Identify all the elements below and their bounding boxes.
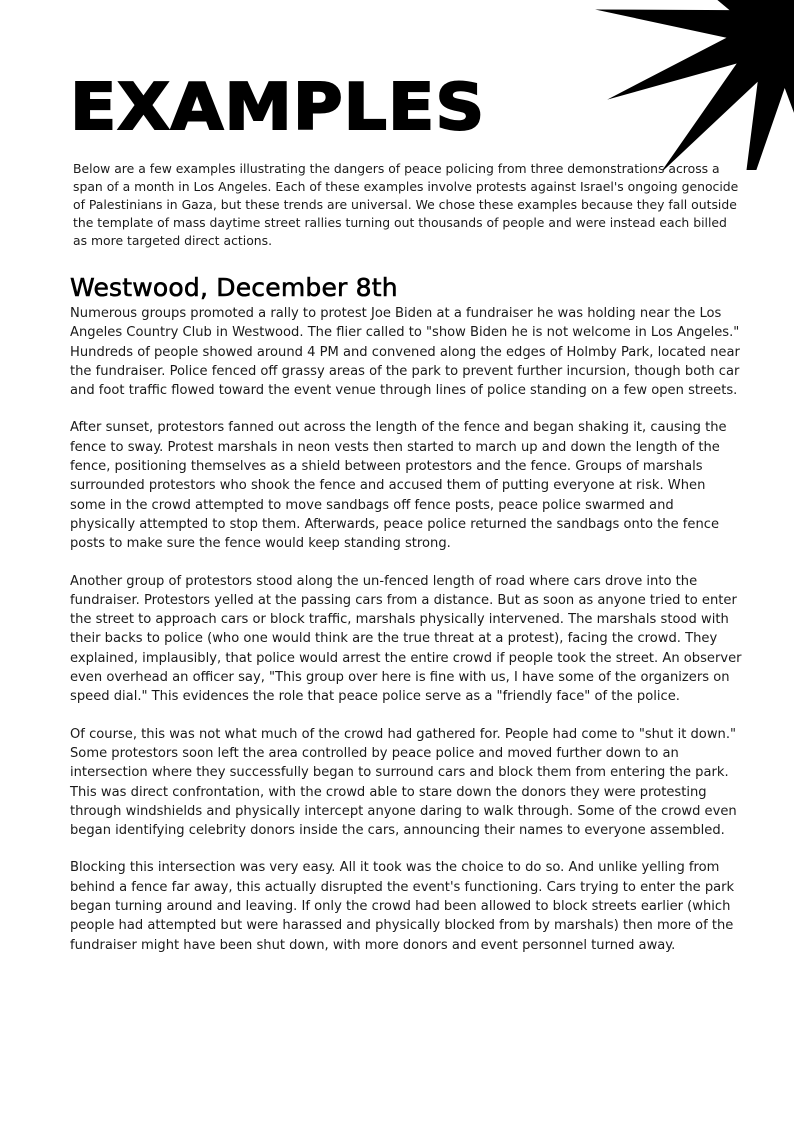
paragraph: After sunset, protestors fanned out across the length of the fence and began shaking it, causing the fence to sway. Protest marshals in neon vests then started to march up and down the length of the fence, positioning themselves as a shield between protestors and the fence. Groups of marshals surrounded protestors who shook the fence and accused them of putting everyone at risk. When some in the crowd attempted to move sandbags off fence posts, peace police swarmed and physically attempted to stop them. Afterwards, peace police returned the sandbags onto the fence posts to make sure the fence would keep standing strong.	[70, 420, 727, 552]
section-heading: Westwood, December 8th	[70, 273, 398, 302]
paragraph: Another group of protestors stood along the un-fenced length of road where cars drove into the fundraiser. Protestors yelled at the passing cars from a distance. But as soon as anyone tried to enter the street to approach cars or block traffic, marshals physically intervened. The marshals stood with their backs to police (who one would think are the true threat at a protest), facing the crowd. They explained, implausibly, that police would arrest the entire crowd if people took the street. An observer even overhead an officer say, "This group over here is fine with us, I have some of the organizers on speed dial." This evidences the role that peace police serve as a "friendly face" of the police.	[70, 573, 742, 705]
paragraph: Blocking this intersection was very easy. All it took was the choice to do so. And unlike yelling from behind a fence far away, this actually disrupted the event's functioning. Cars trying to enter the park began turning around and leaving. If only the crowd had been allowed to block streets earlier (which people had attempted but were harassed and physically blocked from by marshals) then more of the fundraiser might have been shut down, with more donors and event personnel turned away.	[70, 860, 735, 953]
paragraph: Of course, this was not what much of the crowd had gathered for. People had come to "shut it down." Some protestors soon left the area controlled by peace police and moved further down to an intersection where they successfully began to surround cars and block them from entering the park. This was direct confrontation, with the crowd able to stare down the donors they were protesting through windshields and physically intercept anyone daring to walk through. Some of the crowd even began identifying celebrity donors inside the cars, announcing their names to everyone assembled.	[70, 726, 737, 839]
article-body	[70, 304, 742, 973]
page-title: EXAMPLES	[70, 71, 486, 145]
starburst-icon	[560, 0, 794, 170]
intro-paragraph: Below are a few examples illustrating the dangers of peace policing from three demonstrations across a span of a month in Los Angeles. Each of these examples involve protests against Israel's ongoing genocide of Palestinians in Gaza, but these trends are universal. We chose these examples because they fall outside the template of mass daytime street rallies turning out thousands of people and were instead each billed as more targeted direct actions.	[73, 161, 739, 248]
paragraph: Numerous groups promoted a rally to protest Joe Biden at a fundraiser he was holding near the Los Angeles Country Club in Westwood. The flier called to "show Biden he is not welcome in Los Angeles." Hundreds of people showed around 4 PM and convened along the edges of Holmby Park, located near the fundraiser. Police fenced off grassy areas of the park to prevent further incursion, though both car and foot traffic flowed toward the event venue through lines of police standing on a few open streets.	[70, 306, 740, 399]
